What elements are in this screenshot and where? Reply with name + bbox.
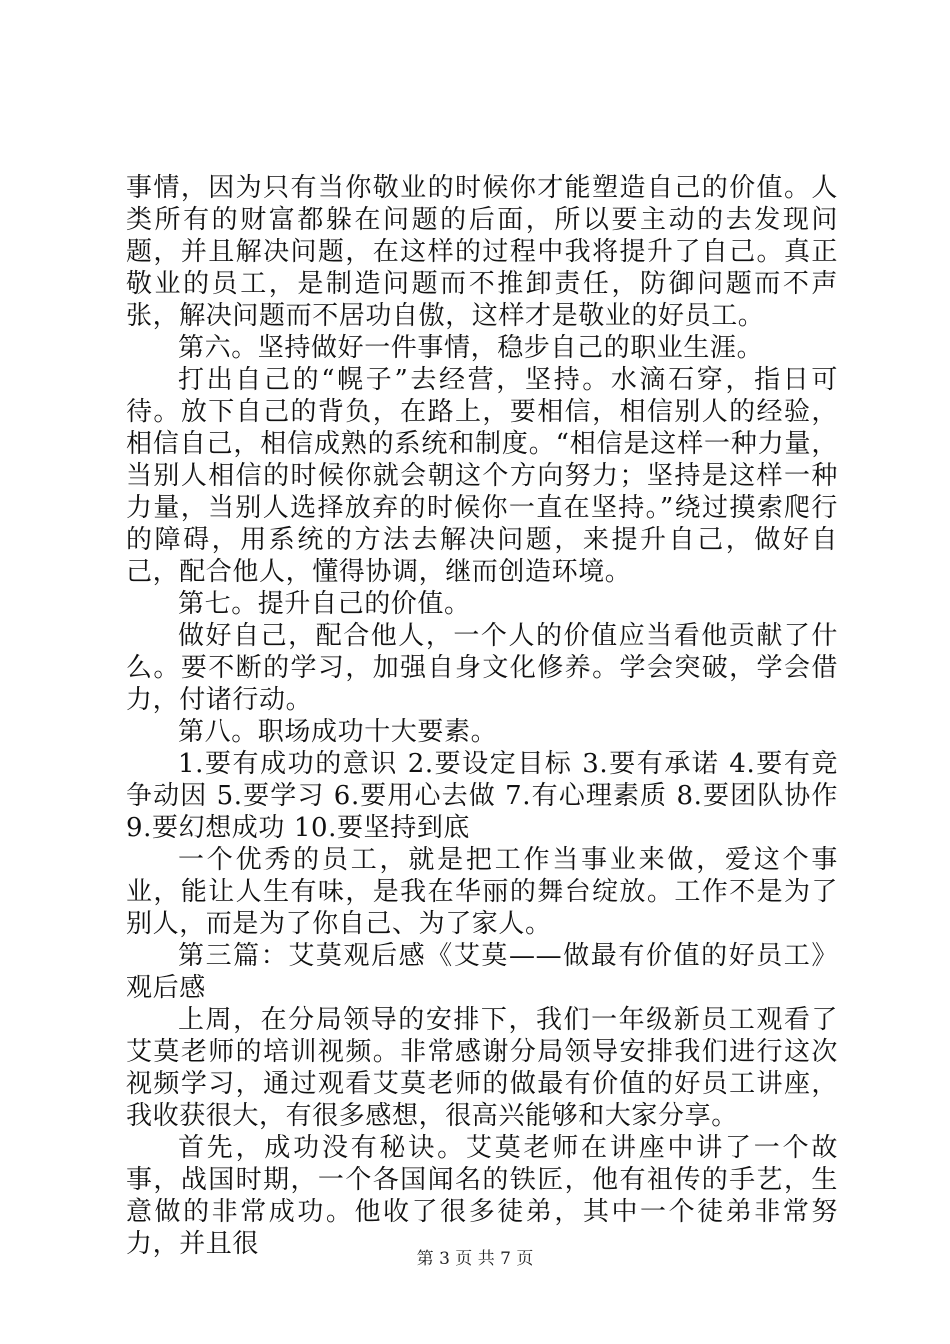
document-body [126, 172, 838, 1260]
page-number: 第 3 页 共 7 页 [416, 1249, 534, 1269]
paragraph-excellent-employee: 一个优秀的员工，就是把工作当事业来做，爱这个事业，能让人生有味，是我在华丽的舞台绽放。工作不是为了别人，而是为了你自己、为了家人。 [126, 845, 838, 939]
paragraph-intro: 上周，在分局领导的安排下，我们一年级新员工观看了艾莫老师的培训视频。非常感谢分局领导安排我们进行这次视频学习，通过观看艾莫老师的做最有价值的好员工讲座，我收获很大，有很多感想，很高兴能够和大家分享。 [126, 1005, 838, 1131]
paragraph-continuation: 事情，因为只有当你敬业的时候你才能塑造自己的价值。人类所有的财富都躲在问题的后面，所以要主动的去发现问题，并且解决问题，在这样的过程中我将提升了自己。真正敬业的员工，是制造问题而不推卸责任，防御问题而不声张，解决问题而不居功自傲，这样才是敬业的好员工。 [126, 173, 838, 331]
paragraph-value: 做好自己，配合他人，一个人的价值应当看他贡献了什么。要不断的学习，加强自身文化修养。学会突破，学会借力，付诸行动。 [126, 621, 838, 715]
chapter-title: 第三篇：艾莫观后感《艾莫——做最有价值的好员工》观后感 [126, 941, 838, 1003]
paragraph-first-point: 首先，成功没有秘诀。艾莫老师在讲座中讲了一个故事，战国时期，一个各国闻名的铁匠，他有祖传的手艺，生意做的非常成功。他收了很多徒弟，其中一个徒弟非常努力，并且很 [126, 1133, 838, 1259]
paragraph-persistence: 打出自己的“幌子”去经营，坚持。水滴石穿，指日可待。放下自己的背负，在路上，要相信，相信别人的经验，相信自己，相信成熟的系统和制度。“相信是这样一种力量，当别人相信的时候你就会朝这个方向努力；坚持是这样一种力量，当别人选择放弃的时候你一直在坚持。”绕过摸索爬行的障碍，用系统的方法去解决问题，来提升自己，做好自己，配合他人，懂得协调，继而创造环境。 [126, 365, 838, 587]
section-heading-seven: 第七。提升自己的价值。 [178, 589, 471, 619]
section-heading-six: 第六。坚持做好一件事情，稳步自己的职业生涯。 [178, 333, 764, 363]
success-factors-list: 1.要有成功的意识 2.要设定目标 3.要有承诺 4.要有竞争动因 5.要学习 6.要用心去做 7.有心理素质 8.要团队协作 9.要幻想成功 10.要坚持到底 [126, 749, 838, 843]
section-heading-eight: 第八。职场成功十大要素。 [178, 717, 498, 747]
